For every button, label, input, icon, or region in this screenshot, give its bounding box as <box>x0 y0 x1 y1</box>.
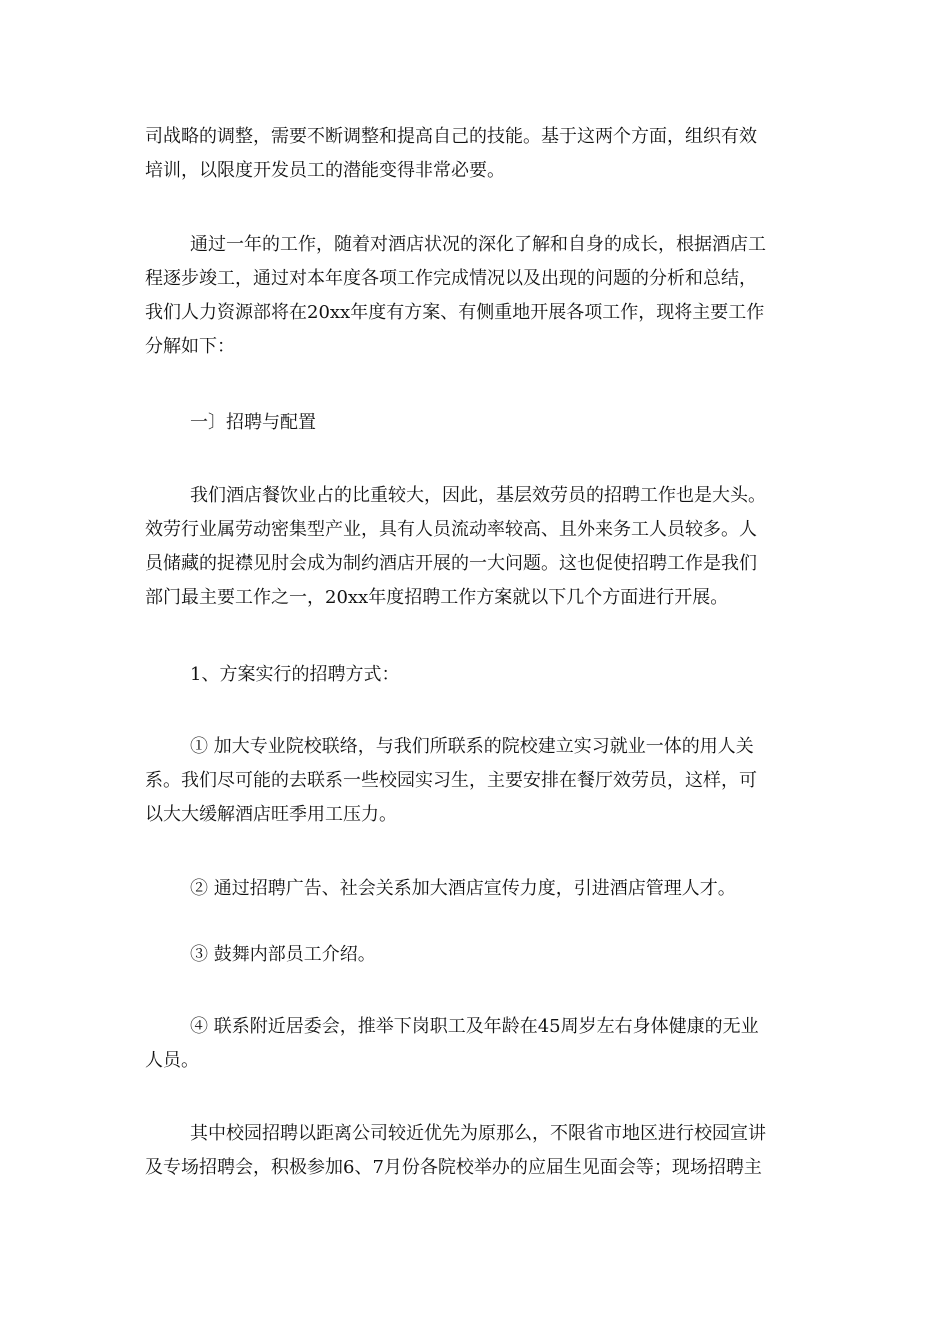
list-item-campus-cooperation <box>145 730 810 832</box>
text-line: 员储藏的捉襟见肘会成为制约酒店开展的一大问题。这也促使招聘工作是我们 <box>145 553 757 574</box>
text-line: 分解如下： <box>145 336 235 357</box>
text-line: ① 加大专业院校联络，与我们所联系的院校建立实习就业一体的用人关 <box>190 736 754 757</box>
text-line: 效劳行业属劳动密集型产业，具有人员流动率较高、且外来务工人员较多。人 <box>145 519 757 540</box>
text-line: 司战略的调整，需要不断调整和提高自己的技能。基于这两个方面，组织有效 <box>145 126 757 147</box>
text-line: 培训，以限度开发员工的潜能变得非常必要。 <box>145 160 505 181</box>
subheading-text: 1、方案实行的招聘方式： <box>190 664 400 685</box>
paragraph-campus-recruitment <box>145 1117 810 1185</box>
paragraph-training-continued <box>145 120 810 188</box>
text-line: 部门最主要工作之一，20xx年度招聘工作方案就以下几个方面进行开展。 <box>145 587 729 608</box>
list-item-neighborhood-committee <box>145 1010 810 1078</box>
list-item-advertising <box>145 872 810 906</box>
text-line: 人员。 <box>145 1050 199 1071</box>
section-heading-recruitment <box>145 406 810 440</box>
text-line: ② 通过招聘广告、社会关系加大酒店宣传力度，引进酒店管理人才。 <box>190 878 736 899</box>
text-line: 系。我们尽可能的去联系一些校园实习生，主要安排在餐厅效劳员，这样，可 <box>145 770 757 791</box>
text-line: 我们酒店餐饮业占的比重较大，因此，基层效劳员的招聘工作也是大头。 <box>190 485 766 506</box>
text-line: 我们人力资源部将在20xx年度有方案、有侧重地开展各项工作，现将主要工作 <box>145 302 765 323</box>
text-line: 及专场招聘会，积极参加6、7月份各院校举办的应届生见面会等；现场招聘主 <box>145 1157 762 1178</box>
list-item-internal-referral <box>145 938 810 972</box>
section-heading-text: 一〕招聘与配置 <box>190 412 316 433</box>
paragraph-work-plan-intro <box>145 228 810 364</box>
paragraph-recruitment-background <box>145 479 810 615</box>
text-line: 以大大缓解酒店旺季用工压力。 <box>145 804 397 825</box>
text-line: 其中校园招聘以距离公司较近优先为原那么，不限省市地区进行校园宣讲 <box>190 1123 766 1144</box>
text-line: ③ 鼓舞内部员工介绍。 <box>190 944 376 965</box>
subheading-recruitment-methods <box>145 658 810 692</box>
text-line: 通过一年的工作，随着对酒店状况的深化了解和自身的成长，根据酒店工 <box>190 234 766 255</box>
text-line: ④ 联系附近居委会，推举下岗职工及年龄在45周岁左右身体健康的无业 <box>190 1016 759 1037</box>
text-line: 程逐步竣工，通过对本年度各项工作完成情况以及出现的问题的分析和总结， <box>145 268 757 289</box>
